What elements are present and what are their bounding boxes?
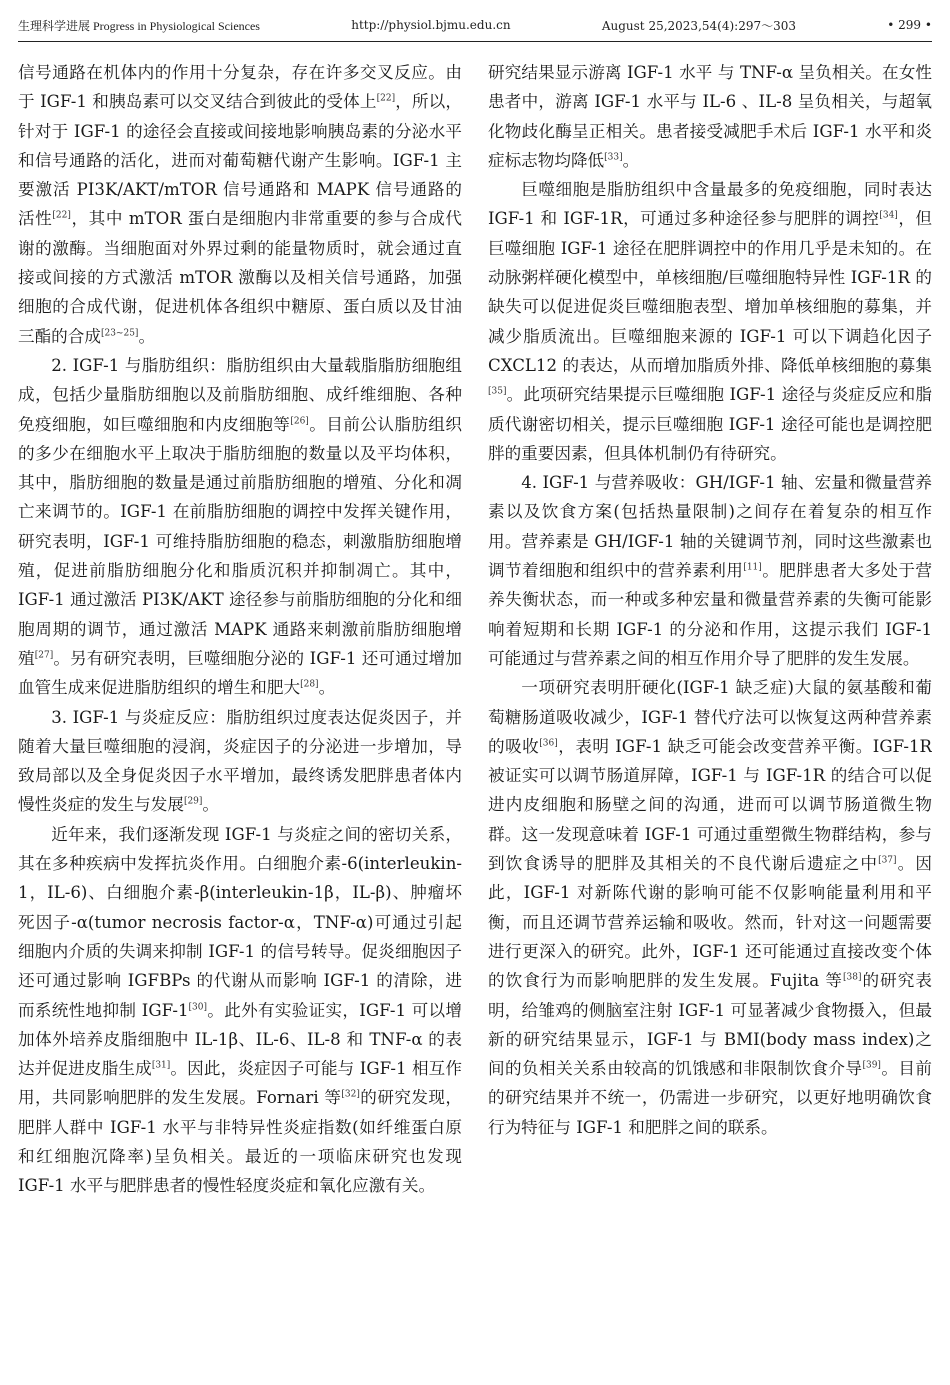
citation-ref[interactable]: [37]	[878, 855, 897, 866]
paragraph-text: 的研究表明，给雏鸡的侧脑室注射 IGF-1 可显著减少食物摄入，但最新的研究结果显示，IGF-1 与 BMI(body mass index)之间的负相关关系由较高的饥饿感和非限制饮食介导	[488, 971, 932, 1079]
journal-name: 生理科学进展 Progress in Physiological Sciences	[18, 18, 260, 33]
paragraph-text: 4. IGF-1 与营养吸收：GH/IGF-1 轴、宏量和微量营养素以及饮食方案(包括热量限制)之间存在着复杂的相互作用。营养素是 GH/IGF-1 轴的关键调节剂，同时这些激素也调节着细胞和组织中的营养素利用	[488, 473, 932, 581]
article-body	[18, 58, 932, 1375]
paragraph-text: ，其中 mTOR 蛋白是细胞内非常重要的参与合成代谢的激酶。当细胞面对外界过剩的能量物质时，就会通过直接或间接的方式激活 mTOR 激酶以及相关信号通路，加强细胞的合成代谢，促进机体各组织中糖原、蛋白质以及甘油三酯的合成	[18, 209, 462, 346]
citation-ref[interactable]: [32]	[341, 1089, 360, 1100]
paragraph-text: ，表明 IGF-1 缺乏可能会改变营养平衡。IGF-1R 被证实可以调节肠道屏障，IGF-1 与 IGF-1R 的结合可以促进内皮细胞和肠壁之间的沟通，进而可以调节肠道微生物群。这一发现意味着 IGF-1 可通过重塑微生物群结构，参与到饮食诱导的肥胖及其相关的不良代谢后遗症之中	[488, 736, 932, 874]
paragraph-text: 的研究发现，肥胖人群中 IGF-1 水平与非特异性炎症指数(如纤维蛋白原和红细胞沉降率)呈负相关。最近的一项临床研究也发现 IGF-1 水平与肥胖患者的慢性轻度炎症和氧化应激有关。	[18, 1088, 462, 1196]
paragraph	[488, 468, 932, 673]
paragraph-text: 。	[138, 326, 156, 346]
paragraph	[488, 175, 932, 468]
paragraph-text: 信号通路在机体内的作用十分复杂，存在许多交叉反应。由于 IGF-1 和胰岛素可以交叉结合到彼此的受体上	[18, 63, 462, 112]
paragraph-text: 近年来，我们逐渐发现 IGF-1 与炎症之间的密切关系，其在多种疾病中发挥抗炎作用。白细胞介素-6(interleukin-1，IL-6)、白细胞介素-β(interleukin-1β，IL-β)、肿瘤坏死因子-α(tumor necrosis factor-α，TNF-α)可通过引起细胞内介质的失调来抑制 IGF-1 的信号转导。促炎细胞因子还可通过影响 IGFBPs 的代谢从而影响 IGF-1 的清除，进而系统性地抑制 IGF-1	[18, 824, 462, 1020]
paragraph	[18, 820, 462, 1201]
paragraph-text: 。	[622, 150, 640, 170]
paragraph-text: 。目前的研究结果并不统一，仍需进一步研究，以更好地明确饮食行为特征与 IGF-1 和肥胖之间的联系。	[488, 1059, 932, 1137]
paragraph	[18, 351, 462, 703]
citation-ref[interactable]: [11]	[743, 562, 762, 573]
citation-ref[interactable]: [23~25]	[100, 328, 139, 339]
paragraph-text: 。此外有实验证实，IGF-1 可以增加体外培养皮脂细胞中 IL-1β、IL-6、IL-8 和 TNF-α 的表达并促进皮脂生成	[18, 1000, 462, 1079]
left-column	[18, 58, 462, 1375]
paragraph-text: 。目前公认脂肪组织的多少在细胞水平上取决于脂肪细胞的数量以及平均体积，其中，脂肪细胞的数量是通过前脂肪细胞的增殖、分化和凋亡来调节的。IGF-1 在前脂肪细胞的调控中发挥关键作用，研究表明，IGF-1 可维持脂肪细胞的稳态，刺激脂肪细胞增殖，促进前脂肪细胞分化和脂质沉积并抑制凋亡。其中，IGF-1 通过激活 PI3K/AKT 途径参与前脂肪细胞的分化和细胞周期的调节，通过激活 MAPK 通路来刺激前脂肪细胞增殖	[18, 414, 462, 668]
paragraph	[18, 703, 462, 820]
paragraph-text: 。此项研究结果提示巨噬细胞 IGF-1 途径与炎症反应和脂质代谢密切相关，提示巨噬细胞 IGF-1 途径可能也是调控肥胖的重要因素，但具体机制仍有待研究。	[488, 385, 932, 463]
paragraph	[488, 673, 932, 1142]
paragraph-text: 。	[318, 678, 336, 698]
citation-ref[interactable]: [27]	[34, 650, 54, 661]
paragraph-text: 巨噬细胞是脂肪组织中含量最多的免疫细胞，同时表达 IGF-1 和 IGF-1R，可通过多种途径参与肥胖的调控	[488, 180, 932, 229]
paragraph	[18, 58, 462, 351]
citation-ref[interactable]: [22]	[376, 93, 396, 104]
citation-ref[interactable]: [31]	[151, 1060, 171, 1071]
page-number: • 299 •	[887, 18, 932, 32]
paragraph-text: 研究结果显示游离 IGF-1 水平 与 TNF-α 呈负相关。在女性患者中，游离 IGF-1 水平与 IL-6 、IL-8 呈负相关，与超氧化物歧化酶呈正相关。患者接受减肥手术后 IGF-1 水平和炎症标志物均降低	[488, 63, 932, 170]
citation-ref[interactable]: [30]	[188, 1001, 208, 1012]
citation-ref[interactable]: [28]	[300, 679, 319, 690]
citation-ref[interactable]: [36]	[539, 738, 558, 749]
journal-url[interactable]: http://physiol.bjmu.edu.cn	[351, 18, 511, 32]
right-column	[488, 58, 932, 1375]
citation-ref[interactable]: [39]	[862, 1060, 881, 1071]
paragraph-text: 。因此，炎症因子可能与 IGF-1 相互作用，共同影响肥胖的发生发展。Fornari 等	[18, 1059, 462, 1108]
citation-ref[interactable]: [33]	[604, 152, 623, 163]
citation-ref[interactable]: [22]	[52, 210, 71, 221]
running-header	[18, 12, 932, 38]
citation-ref[interactable]: [34]	[879, 210, 898, 221]
paragraph-text: 一项研究表明肝硬化(IGF-1 缺乏症)大鼠的氨基酸和葡萄糖肠道吸收减少，IGF-1 替代疗法可以恢复这两种营养素的吸收	[488, 678, 932, 756]
paragraph-text: ，所以，针对于 IGF-1 的途径会直接或间接地影响胰岛素的分泌水平和信号通路的活化，进而对葡萄糖代谢产生影响。IGF-1 主要激活 PI3K/AKT/mTOR 信号通路和 MAPK 信号通路的活性	[18, 92, 462, 229]
paragraph-text: 。	[202, 795, 220, 815]
paragraph-text: 。因此，IGF-1 对新陈代谢的影响可能不仅影响能量利用和平衡，而且还调节营养运输和吸收。然而，针对这一问题需要进行更深入的研究。此外，IGF-1 还可能通过直接改变个体的饮食行为而影响肥胖的发生发展。Fujita 等	[488, 854, 932, 991]
paragraph-text: 3. IGF-1 与炎症反应：脂肪组织过度表达促炎因子，并随着大量巨噬细胞的浸润，炎症因子的分泌进一步增加，导致局部以及全身促炎因子水平增加，最终诱发肥胖患者体内慢性炎症的发生与发展	[18, 707, 462, 815]
citation-ref[interactable]: [38]	[843, 972, 862, 983]
citation-ref[interactable]: [26]	[290, 416, 309, 427]
issue-info: August 25,2023,54(4):297～303	[601, 18, 797, 33]
citation-ref[interactable]: [29]	[183, 796, 203, 807]
paragraph-text: 。肥胖患者大多处于营养失衡状态，而一种或多种宏量和微量营养素的失衡可能影响着短期和长期 IGF-1 的分泌和作用，这提示我们 IGF-1 可能通过与营养素之间的相互作用介导了肥胖的发生发展。	[488, 561, 932, 668]
paragraph-text: 2. IGF-1 与脂肪组织：脂肪组织由大量载脂脂肪细胞组成，包括少量脂肪细胞以及前脂肪细胞、成纤维细胞、各种免疫细胞，如巨噬细胞和内皮细胞等	[18, 355, 462, 434]
citation-ref[interactable]: [35]	[488, 386, 507, 397]
paragraph-text: 。另有研究表明，巨噬细胞分泌的 IGF-1 还可通过增加血管生成来促进脂肪组织的增生和肥大	[18, 648, 462, 698]
paragraph	[488, 58, 932, 175]
paragraph-text: ，但巨噬细胞 IGF-1 途径在肥胖调控中的作用几乎是未知的。在动脉粥样硬化模型中，单核细胞/巨噬细胞特异性 IGF-1R 的缺失可以促进促炎巨噬细胞表型、增加单核细胞的募集，并减少脂质流出。巨噬细胞来源的 IGF-1 可以下调趋化因子 CXCL12 的表达，从而增加脂质外排、降低单核细胞的募集	[488, 209, 932, 375]
header-divider	[18, 41, 932, 42]
